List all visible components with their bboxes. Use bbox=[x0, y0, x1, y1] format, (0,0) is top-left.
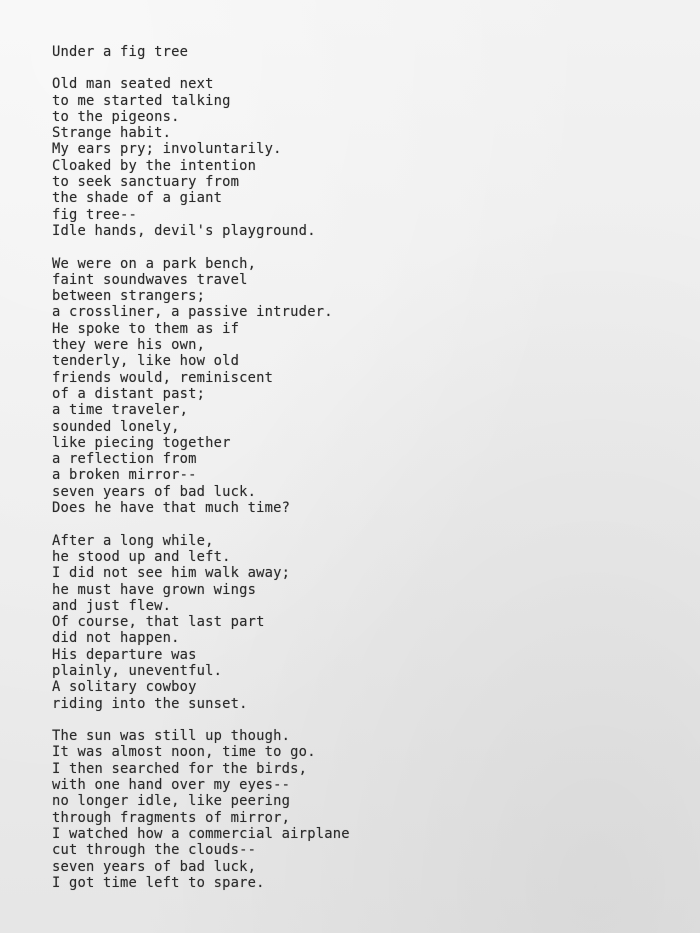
poem-line: a crossliner, a passive intruder. bbox=[52, 304, 333, 321]
poem-line: friends would, reminiscent bbox=[52, 369, 274, 386]
poem-line: did not happen. bbox=[52, 630, 180, 647]
poem-line: Does he have that much time? bbox=[52, 500, 291, 517]
poem-line: riding into the sunset. bbox=[52, 695, 248, 712]
poem-line: Idle hands, devil's playground. bbox=[52, 222, 316, 239]
poem-line: seven years of bad luck, bbox=[52, 858, 257, 875]
poem-line: a broken mirror-- bbox=[52, 467, 197, 484]
poem-line: I watched how a commercial airplane bbox=[52, 825, 350, 842]
poem-line: and just flew. bbox=[52, 597, 172, 614]
poem-line: seven years of bad luck. bbox=[52, 483, 257, 500]
poem-line: My ears pry; involuntarily. bbox=[52, 141, 282, 158]
poem-line: Cloaked by the intention bbox=[52, 157, 257, 174]
poem-line: I then searched for the birds, bbox=[52, 760, 308, 777]
poem-line: through fragments of mirror, bbox=[52, 809, 291, 826]
poem-line: Strange habit. bbox=[52, 125, 172, 142]
poem-line: A solitary cowboy bbox=[52, 679, 197, 696]
poem-line: between strangers; bbox=[52, 288, 206, 305]
poem-line: of a distant past; bbox=[52, 385, 206, 402]
stanza-3 bbox=[52, 533, 350, 712]
poem-line: sounded lonely, bbox=[52, 418, 180, 435]
poem-line: fig tree-- bbox=[52, 206, 138, 223]
poem-line: tenderly, like how old bbox=[52, 353, 240, 370]
poem-line: I did not see him walk away; bbox=[52, 565, 291, 582]
poem-line: It was almost noon, time to go. bbox=[52, 744, 316, 761]
poem-line: like piecing together bbox=[52, 434, 231, 451]
poem-title: Under a fig tree bbox=[52, 44, 189, 60]
poem-line: a reflection from bbox=[52, 451, 197, 468]
poem-line: they were his own, bbox=[52, 337, 206, 354]
poem-line: to me started talking bbox=[52, 92, 231, 109]
poem-line: Of course, that last part bbox=[52, 614, 265, 631]
poem-line: he must have grown wings bbox=[52, 581, 257, 598]
poem-line: We were on a park bench, bbox=[52, 255, 257, 272]
poem-line: he stood up and left. bbox=[52, 548, 231, 565]
poem bbox=[52, 44, 350, 907]
poem-line: a time traveler, bbox=[52, 402, 189, 419]
poem-line: faint soundwaves travel bbox=[52, 271, 248, 288]
poem-line: to seek sanctuary from bbox=[52, 174, 240, 191]
poem-line: no longer idle, like peering bbox=[52, 793, 291, 810]
poem-line: He spoke to them as if bbox=[52, 320, 240, 337]
poem-line: with one hand over my eyes-- bbox=[52, 777, 291, 794]
poem-line: cut through the clouds-- bbox=[52, 842, 257, 859]
poem-line: The sun was still up though. bbox=[52, 728, 291, 745]
poem-line: Old man seated next bbox=[52, 76, 214, 93]
stanza-1 bbox=[52, 76, 350, 239]
stanza-4 bbox=[52, 728, 350, 891]
poem-line: to the pigeons. bbox=[52, 108, 180, 125]
stanza-2 bbox=[52, 256, 350, 517]
poem-line: the shade of a giant bbox=[52, 190, 223, 207]
poem-line: plainly, uneventful. bbox=[52, 662, 223, 679]
poem-line: I got time left to spare. bbox=[52, 874, 265, 891]
poem-line: After a long while, bbox=[52, 532, 214, 549]
poem-line: His departure was bbox=[52, 646, 197, 663]
